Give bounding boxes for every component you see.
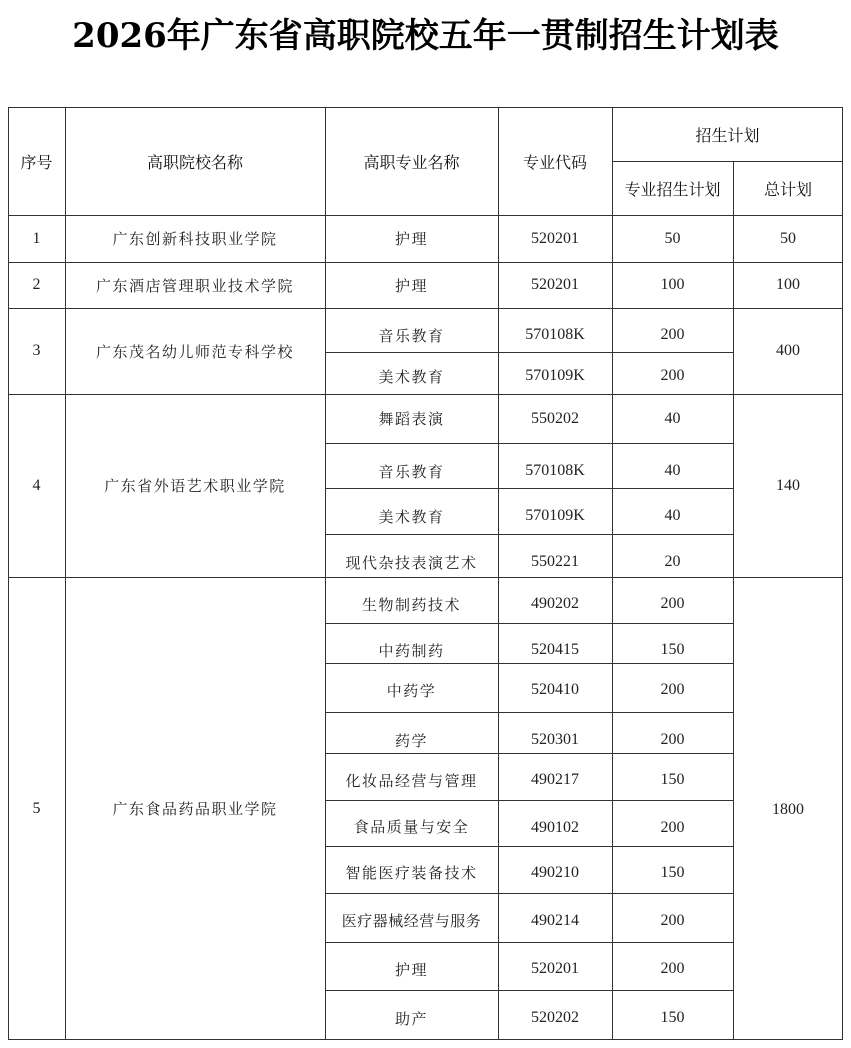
school-cell: 广东茂名幼儿师范专科学校: [95, 342, 294, 361]
major-cell: 中药制药: [378, 641, 445, 660]
code-cell: 490210: [531, 863, 579, 881]
plan-cell: 150: [660, 863, 685, 881]
plan-cell: 200: [660, 731, 685, 748]
plan-cell: 100: [660, 276, 685, 293]
code-cell: 520301: [531, 731, 579, 748]
code-cell: 570108K: [525, 462, 585, 479]
plan-cell: 200: [660, 595, 685, 612]
plan-cell: 200: [660, 681, 685, 698]
header-seq: 序号: [20, 152, 53, 172]
code-cell: 520202: [531, 1009, 579, 1026]
header-total-plan: 总计划: [763, 179, 812, 199]
major-cell: 护理: [394, 276, 428, 295]
row-divider: [325, 942, 733, 943]
seq-cell: 3: [32, 342, 41, 359]
seq-cell: 4: [32, 476, 41, 494]
major-cell: 生物制药技术: [361, 595, 461, 614]
school-cell: 广东省外语艺术职业学院: [104, 477, 286, 495]
major-cell: 食品质量与安全: [353, 817, 470, 836]
total-cell: 400: [776, 342, 800, 359]
row-divider: [325, 443, 733, 444]
row-divider: [325, 352, 733, 353]
school-cell: 广东食品药品职业学院: [112, 800, 278, 818]
plan-cell: 200: [660, 819, 685, 836]
major-cell: 音乐教育: [378, 462, 445, 481]
major-cell: 药学: [394, 731, 428, 750]
major-cell: 音乐教育: [378, 326, 445, 345]
plan-cell: 20: [664, 553, 681, 570]
plan-cell: 200: [660, 326, 685, 343]
page-title: 2026年广东省高职院校五年一贯制招生计划表: [72, 16, 779, 56]
major-cell: 中药学: [386, 681, 437, 700]
major-cell: 现代杂技表演艺术: [345, 553, 478, 572]
code-cell: 520415: [531, 641, 579, 658]
major-cell: 智能医疗装备技术: [345, 864, 478, 882]
row-divider: [325, 800, 733, 801]
total-cell: 50: [780, 229, 796, 247]
plan-cell: 40: [664, 507, 681, 524]
major-cell: 护理: [394, 230, 428, 248]
code-cell: 490102: [531, 819, 579, 836]
header-code: 专业代码: [522, 152, 587, 172]
code-cell: 490217: [531, 771, 579, 788]
code-cell: 570109K: [525, 507, 585, 524]
row-divider: [325, 712, 733, 713]
plan-cell: 150: [660, 1009, 685, 1026]
seq-cell: 1: [32, 229, 41, 247]
header-school: 高职院校名称: [146, 152, 243, 172]
major-cell: 助产: [394, 1009, 428, 1028]
row-divider: [325, 990, 733, 991]
header-major-plan: 专业招生计划: [624, 179, 721, 199]
plan-cell: 200: [660, 960, 685, 977]
major-cell: 化妆品经营与管理: [345, 771, 478, 790]
major-cell: 美术教育: [378, 507, 445, 526]
plan-cell: 40: [664, 462, 681, 479]
total-cell: 1800: [772, 801, 804, 818]
code-cell: 570109K: [525, 367, 585, 384]
code-cell: 550202: [531, 409, 579, 427]
plan-cell: 200: [660, 367, 685, 384]
row-divider: [325, 893, 733, 894]
total-cell: 140: [776, 476, 800, 494]
code-cell: 520201: [531, 276, 579, 293]
plan-cell: 150: [660, 641, 685, 658]
major-cell: 美术教育: [378, 367, 445, 386]
seq-cell: 2: [32, 276, 41, 293]
school-cell: 广东酒店管理职业技术学院: [95, 276, 294, 295]
plan-cell: 200: [660, 911, 685, 929]
plan-cell: 150: [660, 771, 685, 788]
code-cell: 570108K: [525, 326, 585, 343]
plan-cell: 40: [664, 409, 681, 427]
header-plan-group: 招生计划: [695, 125, 760, 145]
code-cell: 520201: [531, 960, 579, 977]
code-cell: 520201: [531, 229, 579, 247]
school-cell: 广东创新科技职业学院: [112, 230, 278, 248]
major-cell: 医疗器械经营与服务: [341, 912, 482, 930]
total-cell: 100: [776, 276, 800, 293]
plan-cell: 50: [664, 229, 681, 247]
major-cell: 护理: [394, 960, 428, 979]
major-cell: 舞蹈表演: [378, 410, 445, 428]
header-major: 高职专业名称: [363, 152, 460, 172]
code-cell: 550221: [531, 553, 579, 570]
seq-cell: 5: [32, 799, 41, 817]
code-cell: 490202: [531, 595, 579, 612]
code-cell: 490214: [531, 911, 579, 929]
code-cell: 520410: [531, 681, 579, 698]
